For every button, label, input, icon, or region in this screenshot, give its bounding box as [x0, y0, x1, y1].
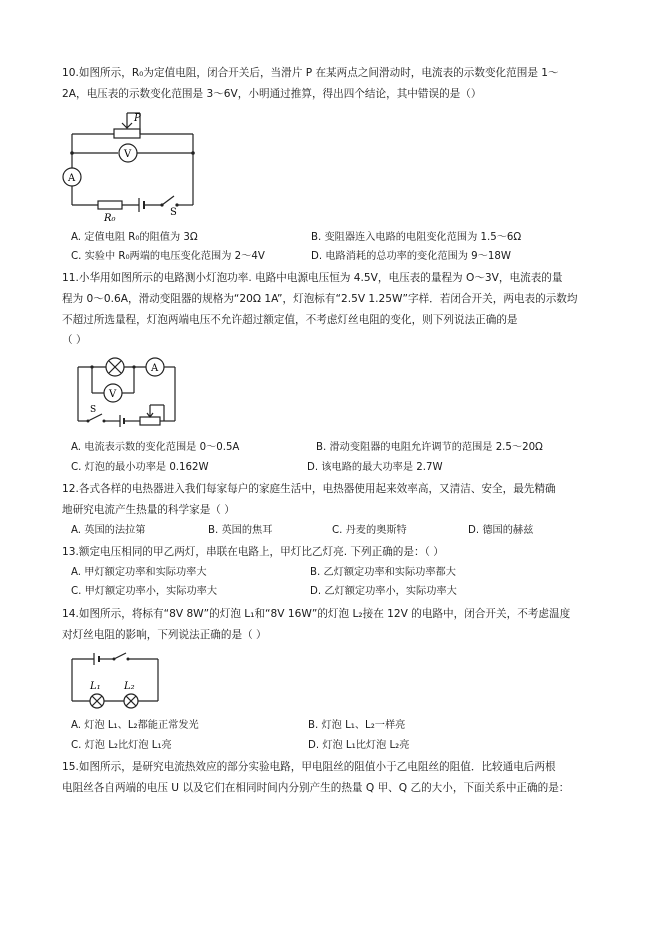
q10-option-d: D. 电路消耗的总功率的变化范围为 9～18W	[311, 251, 511, 262]
q11-option-d: D. 该电路的最大功率是 2.7W	[307, 462, 443, 473]
q14-fig-l1-label: L₁	[90, 681, 101, 692]
q10-fig-a-label: A	[68, 173, 76, 184]
q10-stem-line-2: 2A，电压表的示数变化范围是 3～6V，小明通过推算，得出四个结论，其中错误的是（）	[62, 88, 482, 100]
q14-circuit-figure	[66, 649, 166, 715]
q11-fig-a-label: A	[151, 363, 159, 374]
q11-stem-line-2: 程为 0～0.6A，滑动变阻器的规格为“20Ω 1A”，灯泡标有“2.5V 1.25W”字样．若闭合开关，两电表的示数均	[62, 293, 578, 305]
q14-stem-line-1: 14.如图所示，将标有“8V 8W”的灯泡 L₁和“8V 16W”的灯泡 L₂接在 12V 的电路中，闭合开关，不考虑温度	[62, 608, 571, 620]
q10-stem-line-1: 10.如图所示，R₀为定值电阻，闭合开关后，当滑片 P 在某两点之间滑动时，电流表的示数变化范围是 1～	[62, 67, 559, 79]
q14-fig-l2-label: L₂	[124, 681, 135, 692]
q10-option-c: C. 实验中 R₀两端的电压变化范围为 2～4V	[71, 251, 265, 262]
q13-stem-line-1: 13.额定电压相同的甲乙两灯，串联在电路上，甲灯比乙灯亮. 下列正确的是：（ ）	[62, 546, 444, 558]
q12-option-a: A. 英国的法拉第	[71, 525, 146, 536]
q14-option-d: D. 灯泡 L₁比灯泡 L₂亮	[308, 740, 410, 751]
q11-option-a: A. 电流表示数的变化范围是 0～0.5A	[71, 442, 240, 453]
q14-option-c: C. 灯泡 L₂比灯泡 L₁亮	[71, 740, 172, 751]
q13-option-d: D. 乙灯额定功率小，实际功率大	[310, 586, 457, 597]
q10-fig-r0-label: R₀	[104, 213, 116, 223]
q12-option-b: B. 英国的焦耳	[208, 525, 273, 536]
q12-stem-line-1: 12.各式各样的电热器进入我们每家每户的家庭生活中，电热器使用起来效率高，又清洁、安全，最先精确	[62, 483, 556, 495]
q10-fig-p-label: P	[134, 113, 141, 124]
q11-stem-line-4: （ ）	[62, 334, 87, 346]
q10-fig-s-label: S	[170, 207, 177, 218]
q10-option-b: B. 变阻器连入电路的电阻变化范围为 1.5～6Ω	[311, 232, 522, 243]
q10-option-a: A. 定值电阻 R₀的阻值为 3Ω	[71, 232, 198, 243]
q11-option-c: C. 灯泡的最小功率是 0.162W	[71, 462, 209, 473]
q14-option-a: A. 灯泡 L₁、L₂都能正常发光	[71, 720, 199, 731]
q11-fig-v-label: V	[109, 389, 117, 400]
q13-option-c: C. 甲灯额定功率小，实际功率大	[71, 586, 218, 597]
q11-circuit-figure	[68, 355, 183, 435]
q10-circuit-figure	[60, 107, 200, 223]
q15-stem-line-2: 电阻丝各自两端的电压 U 以及它们在相同时间内分别产生的热量 Q 甲、Q 乙的大小，下面关系中正确的是：	[62, 782, 570, 794]
q12-stem-line-2: 地研究电流产生热量的科学家是（ ）	[62, 504, 235, 516]
q12-option-d: D. 德国的赫兹	[468, 525, 534, 536]
q10-fig-v-label: V	[124, 149, 132, 160]
q14-stem-line-2: 对灯丝电阻的影响，下列说法正确的是（ ）	[62, 629, 267, 641]
q14-option-b: B. 灯泡 L₁、L₂一样亮	[308, 720, 406, 731]
q11-option-b: B. 滑动变阻器的电阻允许调节的范围是 2.5～20Ω	[316, 442, 543, 453]
q15-stem-line-1: 15.如图所示，是研究电流热效应的部分实验电路，甲电阻丝的阻值小于乙电阻丝的阻值．比较通电后两根	[62, 761, 556, 773]
q13-option-b: B. 乙灯额定功率和实际功率都大	[310, 567, 456, 578]
q13-option-a: A. 甲灯额定功率和实际功率大	[71, 567, 207, 578]
q11-stem-line-1: 11.小华用如图所示的电路测小灯泡功率. 电路中电源电压恒为 4.5V，电压表的量程为 O～3V，电流表的量	[62, 272, 563, 284]
q11-stem-line-3: 不超过所选量程，灯泡两端电压不允许超过额定值，不考虑灯丝电阻的变化，则下列说法正确的是	[62, 314, 518, 326]
q12-option-c: C. 丹麦的奥斯特	[332, 525, 407, 536]
q11-fig-s-label: S	[90, 405, 97, 415]
